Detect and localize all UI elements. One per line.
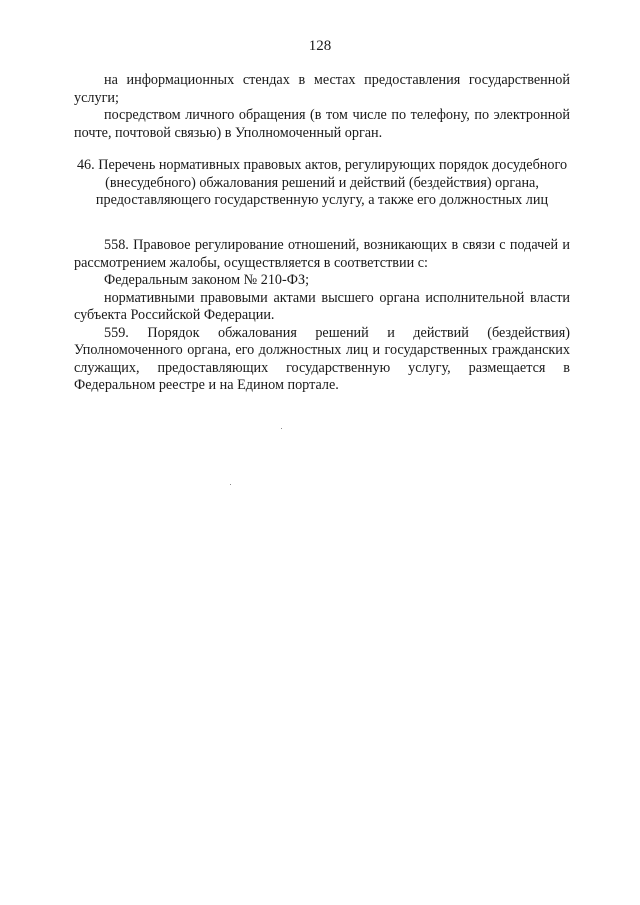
paragraph-559: 559. Порядок обжалования решений и действий (бездействия) Уполномоченного органа, его должностных лиц и государственных гражданских служащих, предоставляющих государственную услугу, размещается в Федеральном реестре и на Едином портале. (74, 324, 570, 393)
paragraph-info-stands: на информационных стендах в местах предоставления государственной услуги; (74, 72, 570, 106)
scan-speck (281, 428, 282, 429)
paragraph-personal-appeal: посредством личного обращения (в том числе по телефону, по электронной почте, почтовой связью) в Уполномоченный орган. (74, 107, 570, 141)
paragraph-regional-acts: нормативными правовыми актами высшего органа исполнительной власти субъекта Российской Федерации. (74, 289, 570, 323)
section-heading: 46. Перечень нормативных правовых актов, регулирующих порядок досудебного (внесудебного) обжалования решений и действий (бездействия) органа, предоставляющего государственную услугу, а также его должностных лиц (76, 157, 568, 208)
text-block-regulation (74, 237, 570, 395)
page-number: 128 (308, 38, 332, 54)
scan-speck (230, 484, 231, 485)
text-block-informing (74, 72, 570, 142)
paragraph-558: 558. Правовое регулирование отношений, возникающих в связи с подачей и рассмотрением жалобы, осуществляется в соответствии с: (74, 237, 570, 271)
paragraph-federal-law: Федеральным законом № 210-ФЗ; (104, 272, 310, 288)
